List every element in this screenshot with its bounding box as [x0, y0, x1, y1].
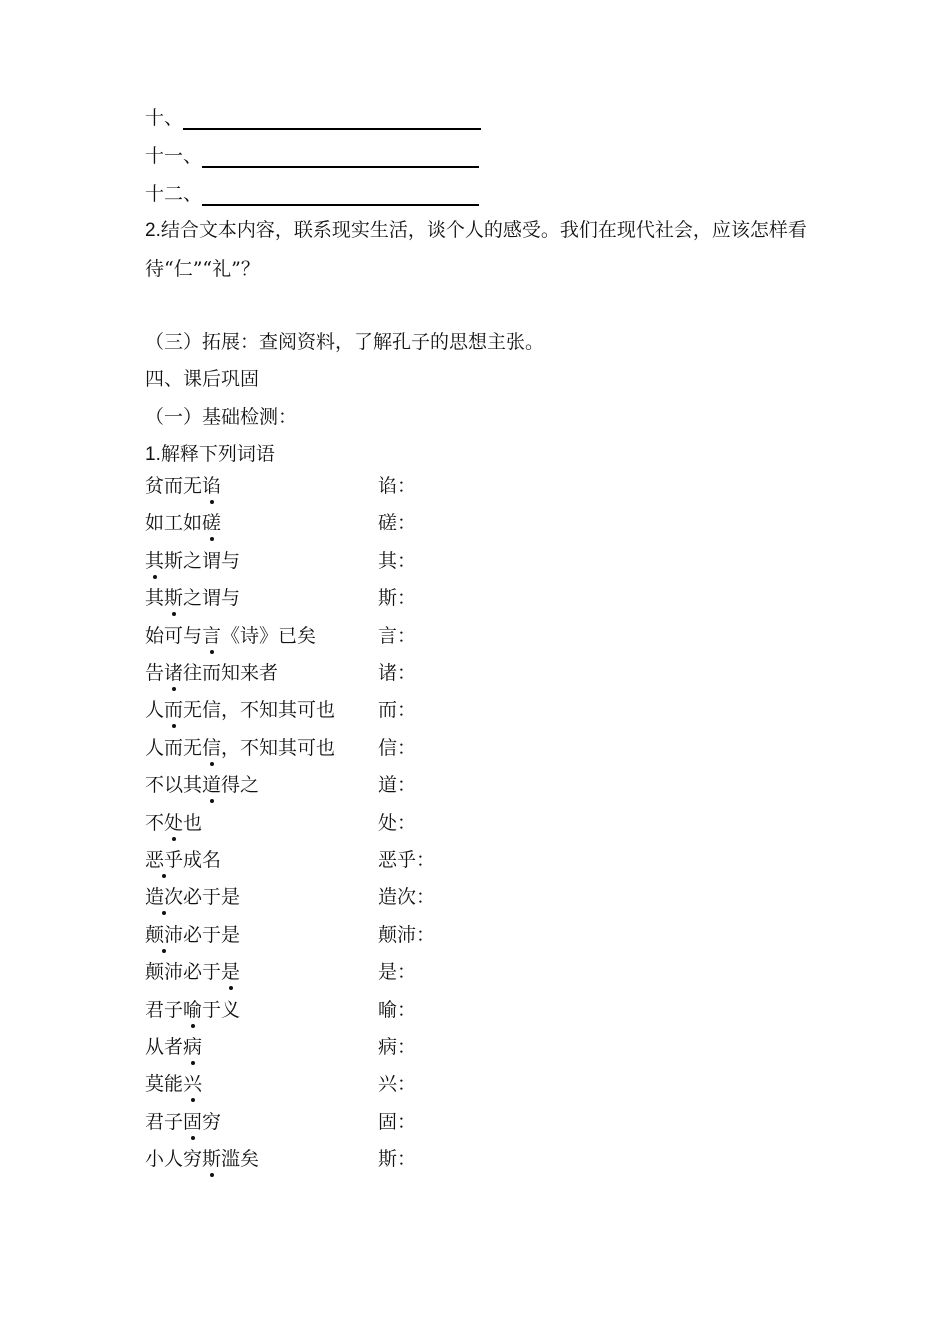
vocab-answer-label[interactable]: 斯： — [378, 587, 417, 609]
term-text-before: 君子 — [145, 1111, 184, 1133]
vocab-term — [145, 661, 278, 685]
emphasized-character: 造次 — [145, 886, 184, 908]
emphasized-character: 恶乎 — [145, 849, 184, 871]
term-text-before: 莫能 — [145, 1073, 184, 1095]
vocab-answer-label[interactable]: 斯： — [378, 1148, 417, 1170]
vocab-answer-label[interactable]: 造次： — [378, 886, 436, 908]
emphasized-character: 斯 — [164, 587, 184, 609]
extension-heading: （三）拓展：查阅资料，了解孔子的思想主张。 — [145, 331, 545, 353]
term-text-after: 滥矣 — [221, 1148, 260, 1170]
emphasized-character: 处 — [164, 812, 184, 834]
vocab-term — [145, 624, 316, 648]
blank-label: 十一、 — [145, 145, 203, 167]
vocab-answer-label[interactable]: 信： — [378, 737, 417, 759]
vocab-answer-label[interactable]: 恶乎： — [378, 849, 436, 871]
question-2 — [145, 211, 825, 288]
vocab-term — [145, 998, 240, 1022]
term-text-after: 往而知来者 — [183, 662, 279, 684]
term-text-after: 无信，不知其可也 — [183, 699, 336, 721]
vocab-term — [145, 1147, 259, 1171]
term-text-before: 不以其 — [145, 774, 203, 796]
vocab-term — [145, 698, 335, 722]
emphasized-character: 言 — [202, 625, 222, 647]
blank-item-10 — [145, 106, 481, 130]
term-text-after: 必于是 — [183, 924, 241, 946]
blank-item-12 — [145, 182, 479, 206]
vocab-term — [145, 1035, 202, 1059]
question-text: 结合文本内容，联系现实生活，谈个人的感受。我们在现代社会，应该怎样看待“仁”“礼”？ — [145, 219, 807, 280]
subsection-heading: （一）基础检测： — [145, 406, 298, 428]
emphasized-character: 是 — [221, 961, 241, 983]
term-text-after: 必于是 — [183, 886, 241, 908]
vocab-answer-label[interactable]: 是： — [378, 961, 417, 983]
vocab-answer-label[interactable]: 道： — [378, 774, 417, 796]
term-text-before: 从者 — [145, 1036, 184, 1058]
emphasized-character: 谄 — [202, 475, 222, 497]
emphasized-character: 磋 — [202, 512, 222, 534]
vocab-answer-label[interactable]: 而： — [378, 699, 417, 721]
vocab-term — [145, 511, 221, 535]
term-text-after: 得之 — [221, 774, 260, 796]
term-text-before: 告 — [145, 662, 165, 684]
vocab-term — [145, 848, 221, 872]
term-text-after: 穷 — [202, 1111, 222, 1133]
term-text-after: ，不知其可也 — [221, 737, 336, 759]
vocab-term — [145, 736, 335, 760]
vocab-answer-label[interactable]: 其： — [378, 550, 417, 572]
term-text-before: 君子 — [145, 999, 184, 1021]
term-text-after: 成名 — [183, 849, 222, 871]
question-text: 解释下列词语 — [160, 443, 275, 465]
vocab-term — [145, 586, 240, 610]
vocab-term — [145, 923, 240, 947]
term-text-before: 人而无 — [145, 737, 203, 759]
section-heading: 四、课后巩固 — [145, 368, 260, 390]
answer-line[interactable] — [202, 148, 479, 168]
emphasized-character: 斯 — [202, 1148, 222, 1170]
blank-label: 十二、 — [145, 183, 203, 205]
question-number: 1. — [145, 444, 161, 465]
vocab-answer-label[interactable]: 谄： — [378, 475, 417, 497]
answer-line[interactable] — [202, 186, 479, 206]
term-text-after: 于义 — [202, 999, 241, 1021]
emphasized-character: 诸 — [164, 662, 184, 684]
term-text-after: 之谓与 — [183, 587, 241, 609]
term-text-after: 《诗》已矣 — [221, 625, 317, 647]
vocab-term — [145, 549, 240, 573]
blank-item-11 — [145, 144, 479, 168]
term-text-before: 贫而无 — [145, 475, 203, 497]
emphasized-character: 其 — [145, 550, 165, 572]
term-text-after: 斯之谓与 — [164, 550, 241, 572]
emphasized-character: 病 — [183, 1036, 203, 1058]
emphasized-character: 而 — [164, 699, 184, 721]
emphasized-character: 喻 — [183, 999, 203, 1021]
emphasized-character: 信 — [202, 737, 222, 759]
emphasized-character: 颠沛 — [145, 924, 184, 946]
vocab-term — [145, 960, 240, 984]
term-text-before: 始可与 — [145, 625, 203, 647]
vocab-term — [145, 1072, 202, 1096]
term-text-before: 如工如 — [145, 512, 203, 534]
question-1-heading — [145, 442, 275, 466]
term-text-before: 人 — [145, 699, 165, 721]
vocab-answer-label[interactable]: 颠沛： — [378, 924, 436, 946]
emphasized-character: 道 — [202, 774, 222, 796]
emphasized-character: 固 — [183, 1111, 203, 1133]
question-number: 2. — [145, 220, 161, 241]
vocab-answer-label[interactable]: 处： — [378, 812, 417, 834]
answer-line[interactable] — [183, 110, 481, 130]
vocab-answer-label[interactable]: 喻： — [378, 999, 417, 1021]
term-text-before: 其 — [145, 587, 165, 609]
vocab-term — [145, 474, 221, 498]
vocab-answer-label[interactable]: 病： — [378, 1036, 417, 1058]
term-text-before: 不 — [145, 812, 165, 834]
vocab-answer-label[interactable]: 言： — [378, 625, 417, 647]
term-text-before: 小人穷 — [145, 1148, 203, 1170]
vocab-answer-label[interactable]: 磋： — [378, 512, 417, 534]
emphasized-character: 兴 — [183, 1073, 203, 1095]
vocab-answer-label[interactable]: 兴： — [378, 1073, 417, 1095]
blank-label: 十、 — [145, 107, 184, 129]
vocab-term — [145, 811, 202, 835]
vocab-term — [145, 1110, 221, 1134]
term-text-before: 颠沛必于 — [145, 961, 222, 983]
vocab-term — [145, 885, 240, 909]
vocab-term — [145, 773, 259, 797]
vocab-answer-label[interactable]: 固： — [378, 1111, 417, 1133]
vocab-answer-label[interactable]: 诸： — [378, 662, 417, 684]
term-text-after: 也 — [183, 812, 203, 834]
